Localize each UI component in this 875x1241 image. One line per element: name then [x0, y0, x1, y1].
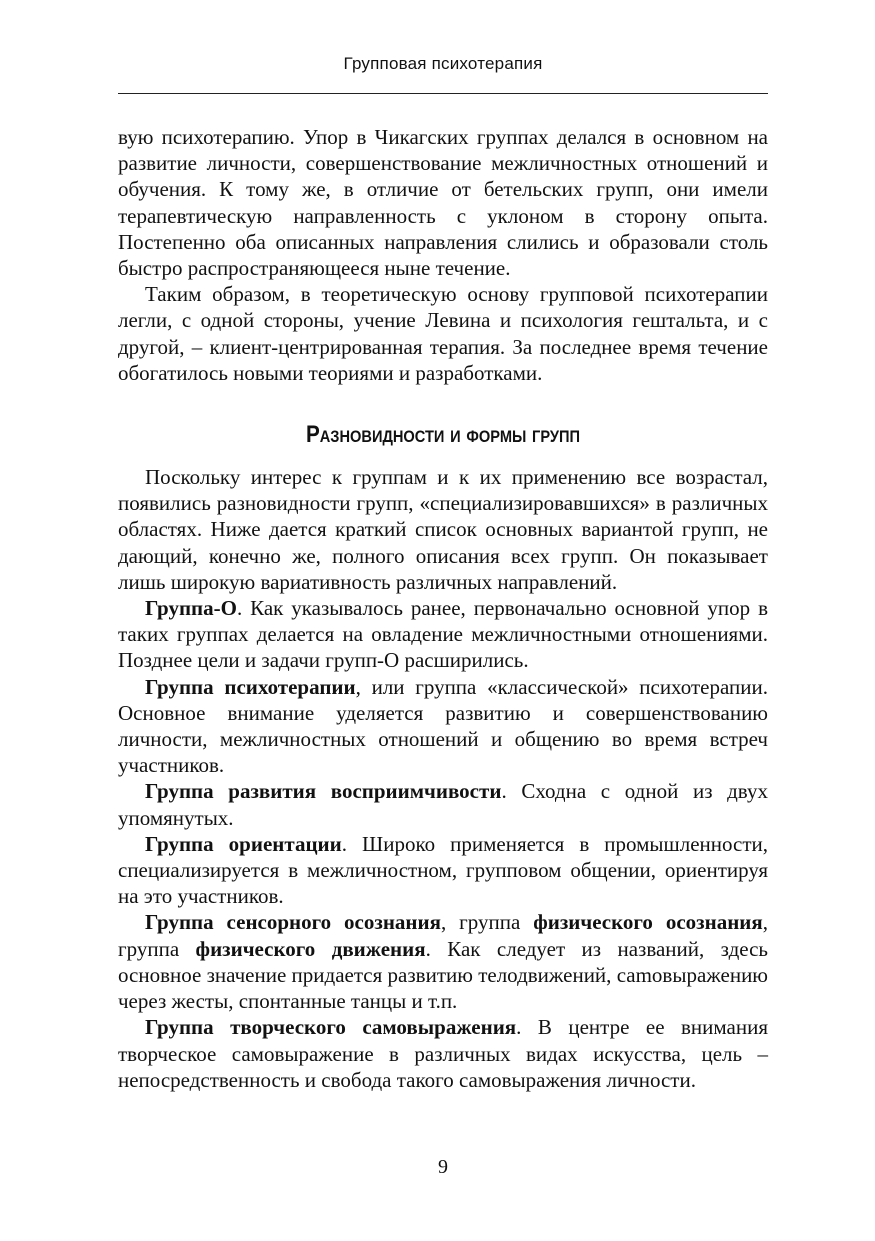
group-psychotherapy-entry — [118, 674, 768, 779]
paragraph-theory: Таким образом, в теоретическую основу групповой психотерапии легли, с одной стороны, учение Левина и психология гештальта, и с другой, – клиент-центрированная терапия. За последнее время течение обогатилось новыми теориями и разработками. — [118, 282, 768, 385]
paragraph-intro: Поскольку интерес к группам и к их применению все возрастал, появились разновидности групп, «специализировавшихся» в различных областях. Ниже дается краткий список основных вариантой групп, не дающий, конечно же, полного описания всех групп. Он показывает лишь широкую вариативность различных направлений. — [118, 465, 768, 594]
header-rule — [118, 93, 768, 94]
page-number: 9 — [438, 1156, 448, 1178]
running-header: Групповая психотерапия — [343, 54, 543, 73]
group-orientation-term: Группа ориентации — [145, 831, 342, 856]
group-sensitivity-term: Группа развития восприимчивости — [145, 779, 502, 804]
group-sensory-term: Группа сенсорного осознания — [145, 910, 441, 935]
paragraph-continuation: вую психотерапию. Упор в Чикагских группах делался в основном на развитие личности, совершенствование межличностных отношений и обучения. К тому же, в отличие от бетельских групп, они имели терапевтическую направленность с уклоном в сторону опыта. Постепенно оба описанных направления слились и образовали столь быстро распространяющееся ныне течение. — [118, 125, 768, 281]
body-text — [118, 124, 768, 1093]
group-orientation-text: . Широко применяется в промышленности, специализируется в межличностном, групповом общении, ориентируя на это участников. — [118, 831, 768, 909]
group-physical-awareness-term: физического осознания — [533, 910, 763, 935]
group-creative-term: Группа творческого самовыражения — [145, 1015, 517, 1040]
group-o-term: Группа-О — [145, 596, 237, 621]
group-o-text: . Как указывалось ранее, первоначально основной упор в таких группах делается на овладение межличностными отношениями. Позднее цели и задачи групп-О расширились. — [118, 596, 768, 673]
group-sensory-entry — [118, 909, 768, 1014]
group-sensitivity-entry — [118, 778, 768, 830]
group-sensory-text: . Как следует из названий, здесь основное значение придается развитию телодвижений, саmовыражению через жесты, спонтанные танцы и т.п. — [118, 936, 768, 1014]
group-physical-movement-term: физического движения — [195, 936, 426, 961]
group-psychotherapy-text: , или группа «классической» психотерапии. Основное внимание уделяется развитию и совершенствованию личности, межличностных отношений и общению во время встреч участников. — [118, 674, 768, 778]
section-heading: Разновидности и формы групп — [305, 421, 581, 449]
group-sensitivity-text: . Сходна с одной из двух упомянутых. — [118, 779, 769, 830]
group-sensory-mid2: , группа — [118, 910, 769, 961]
group-sensory-mid1: , группа — [440, 910, 534, 935]
group-psychotherapy-term: Группа психотерапии — [145, 674, 356, 699]
group-orientation-entry — [118, 831, 768, 910]
group-creative-text: . В центре ее внимания творческое самовыражение в различных видах искусства, цель – непосредственность и свобода такого самовыражения личности. — [118, 1015, 769, 1092]
group-creative-entry — [118, 1014, 768, 1093]
group-o-entry — [118, 595, 768, 674]
